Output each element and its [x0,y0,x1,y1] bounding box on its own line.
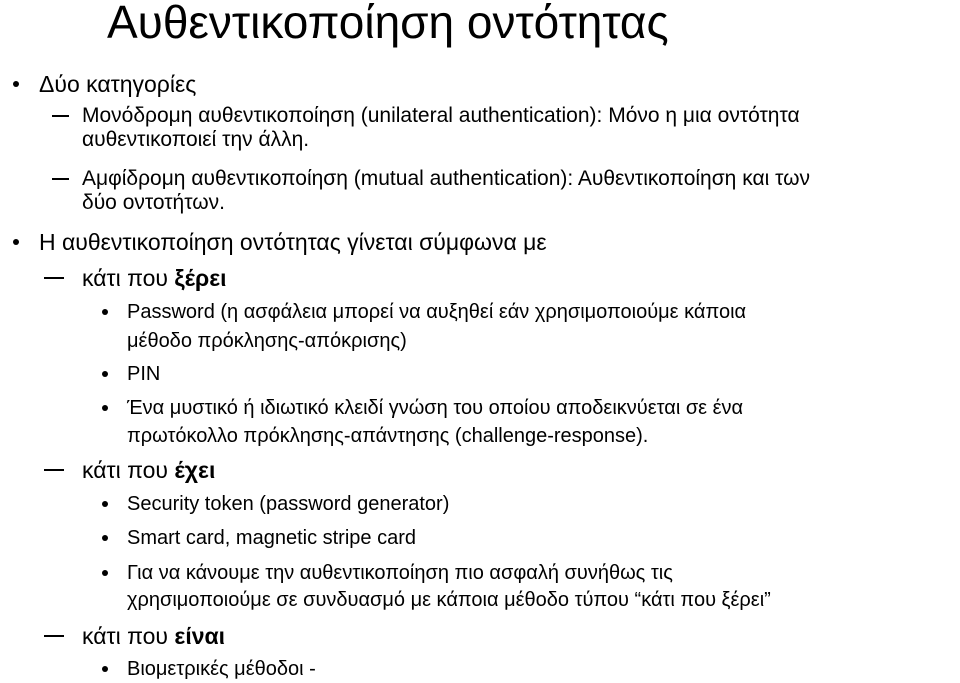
bullet-dot-icon [102,535,108,541]
item-text-line1: Password (η ασφάλεια μπορεί να αυξηθεί εάν χρησιμοποιούμε κάποια [127,301,747,323]
dash-icon [52,115,69,117]
bullet-dot-icon [13,81,19,87]
category-prefix: κάτι που [82,265,175,291]
category-label [82,622,225,650]
item-text: Smart card, magnetic stripe card [127,527,416,549]
dash-icon [52,178,69,180]
slide-title: Αυθεντικοποίηση οντότητας [107,0,669,48]
category-label [82,264,227,292]
category-keyword: ξέρει [174,265,227,291]
item-text-line1: Ένα μυστικό ή ιδιωτικό κλειδί γνώση του οποίου αποδεικνύεται σε ένα [127,397,744,419]
bullet-text: Δύο κατηγορίες [39,71,197,97]
sub-item-text-line1: Μονόδρομη αυθεντικοποίηση (unilateral authentication): Μόνο η μια οντότητα [82,104,800,127]
sub-item-text-line2: αυθεντικοποιεί την άλλη. [82,128,310,151]
dash-icon [44,469,64,471]
bullet-dot-icon [13,239,19,245]
item-text: PIN [127,363,161,385]
item-text-line2: μέθοδο πρόκλησης-απόκρισης) [127,330,407,352]
bullet-text: Η αυθεντικοποίηση οντότητας γίνεται σύμφωνα με [39,229,547,255]
item-text: Security token (password generator) [127,493,450,515]
item-text-line2: πρωτόκολλο πρόκλησης-απάντησης (challenge-response). [127,425,649,447]
bullet-dot-icon [102,371,108,377]
dash-icon [44,277,64,279]
bullet-dot-icon [102,666,108,672]
sub-item-text-line2: δύο οντοτήτων. [82,191,225,214]
category-keyword: είναι [174,623,226,649]
sub-item-text-line1: Αμφίδρομη αυθεντικοποίηση (mutual authentication): Αυθεντικοποίηση και των [82,167,810,190]
item-text-line1: Για να κάνουμε την αυθεντικοποίηση πιο ασφαλή συνήθως τις [127,562,673,584]
category-keyword: έχει [174,457,216,483]
item-text-line2: χρησιμοποιούμε σε συνδυασμό με κάποια μέθοδο τύπου “κάτι που ξέρει” [127,589,771,611]
bullet-dot-icon [102,570,108,576]
bullet-dot-icon [102,405,108,411]
bullet-dot-icon [102,309,108,315]
item-text: Βιομετρικές μέθοδοι - [127,658,316,680]
category-prefix: κάτι που [82,623,175,649]
bullet-dot-icon [102,501,108,507]
dash-icon [44,635,64,637]
category-label [82,456,215,484]
category-prefix: κάτι που [82,457,175,483]
